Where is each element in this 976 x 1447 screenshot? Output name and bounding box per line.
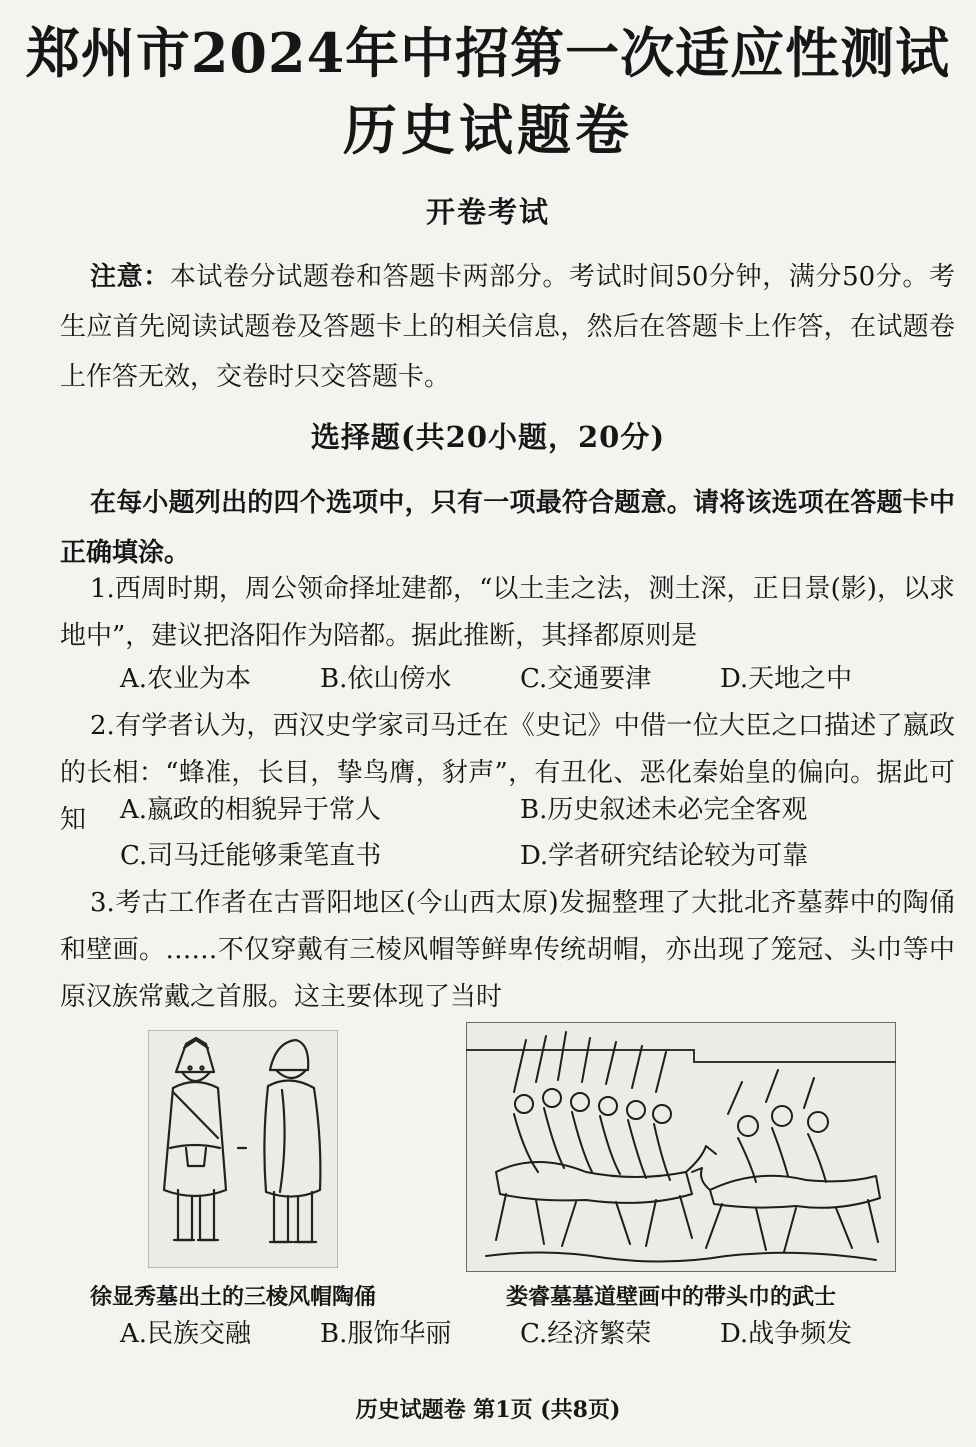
mural-illustration — [466, 1022, 896, 1272]
question-2-option-d: D.学者研究结论较为可靠 — [520, 841, 809, 871]
exam-subtitle: 历史试题卷 — [343, 98, 633, 162]
question-2-options-row-2 — [120, 834, 940, 878]
question-1-option-d: D.天地之中 — [720, 664, 853, 694]
question-3-options — [120, 1312, 940, 1356]
question-3-option-a: A.民族交融 — [120, 1319, 252, 1349]
figurine-illustration — [148, 1030, 338, 1268]
question-3-option-b: B.服饰华丽 — [320, 1319, 452, 1349]
section-title: 选择题(共20小题，20分) — [310, 420, 666, 454]
question-2-option-a: A.嬴政的相貌异于常人 — [120, 795, 382, 825]
notice-text: 本试卷分试题卷和答题卡两部分。考试时间50分钟，满分50分。考生应首先阅读试题卷及答题卡上的相关信息，然后在答题卡上作答，在试题卷上作答无效，交卷时只交答题卡。 — [60, 262, 955, 392]
question-1-options — [120, 657, 940, 701]
question-2-option-c: C.司马迁能够秉笔直书 — [120, 841, 382, 871]
page-footer: 历史试题卷 第1页 (共8页) — [355, 1397, 621, 1423]
exam-type: 开卷考试 — [425, 195, 550, 229]
question-2-stem: 2.有学者认为，西汉史学家司马迁在《史记》中借一位大臣之口描述了嬴政的长相：“蜂准，长目，挚鸟膺，豺声”，有丑化、恶化秦始皇的偏向。据此可知 — [60, 711, 955, 835]
figure-1-caption: 徐显秀墓出土的三棱风帽陶俑 — [90, 1284, 377, 1310]
section-instruction: 在每小题列出的四个选项中，只有一项最符合题意。请将该选项在答题卡中正确填涂。 — [60, 488, 955, 568]
question-1-option-c: C.交通要津 — [520, 664, 652, 694]
question-2-option-b: B.历史叙述未必完全客观 — [520, 795, 808, 825]
question-3-stem: 3.考古工作者在古晋阳地区(今山西太原)发掘整理了大批北齐墓葬中的陶俑和壁画。……不仅穿戴有三棱风帽等鲜卑传统胡帽，亦出现了笼冠、头巾等中原汉族常戴之首服。这主要体现了当时 — [60, 888, 955, 1012]
question-3-option-c: C.经济繁荣 — [520, 1319, 652, 1349]
question-1-option-b: B.依山傍水 — [320, 664, 452, 694]
question-1-stem: 1.西周时期，周公领命择址建都，“以土圭之法，测土深，正日景(影)，以求地中”，建议把洛阳作为陪都。据此推断，其择都原则是 — [60, 574, 955, 651]
question-1-option-a: A.农业为本 — [120, 664, 252, 694]
question-2-options-row-1 — [120, 788, 940, 832]
notice-label: 注意： — [90, 262, 170, 292]
figure-2-caption: 娄睿墓墓道壁画中的带头巾的武士 — [506, 1284, 837, 1310]
notice-paragraph — [60, 252, 955, 402]
exam-title: 郑州市2024年中招第一次适应性测试 — [25, 21, 951, 85]
question-3-option-d: D.战争频发 — [720, 1319, 853, 1349]
